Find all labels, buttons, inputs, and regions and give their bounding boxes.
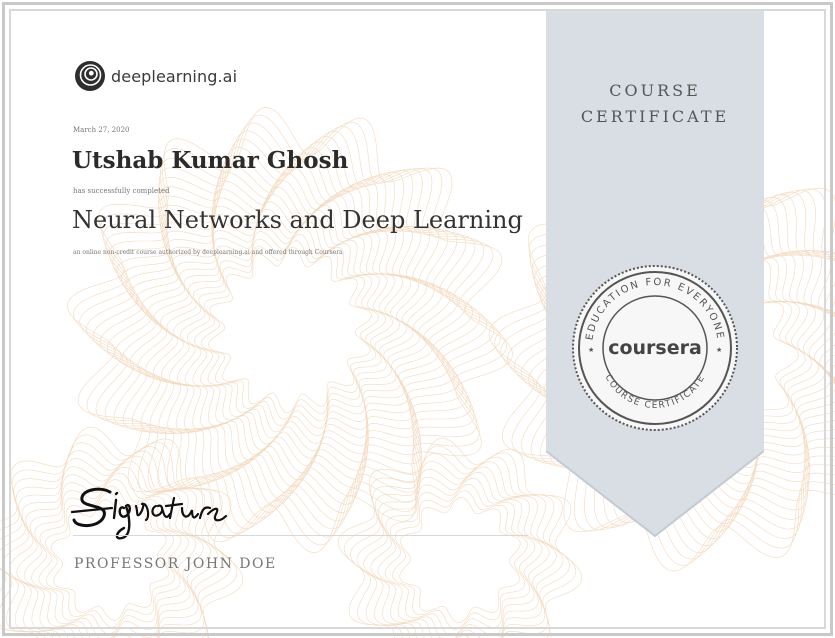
ribbon-line-certificate: CERTIFICATE xyxy=(580,107,730,126)
seal-brand: coursera xyxy=(608,337,702,359)
signature-line xyxy=(73,535,528,536)
seal-star-right: ★ xyxy=(716,346,723,354)
ribbon-line-course: COURSE xyxy=(609,81,701,100)
course-description: an online non-credit course authorized by deeplearning.ai and offered through Coursera xyxy=(73,249,343,256)
coursera-seal xyxy=(570,263,740,433)
course-name: Neural Networks and Deep Learning xyxy=(72,206,523,234)
seal-bottom-text: COURSE CERTIFICATE xyxy=(602,373,708,412)
completed-text: has successfully completed xyxy=(73,187,170,195)
deeplearning-logo-icon xyxy=(74,60,106,92)
ribbon-title xyxy=(546,78,764,130)
signer-name: PROFESSOR JOHN DOE xyxy=(74,556,277,572)
seal-star-left: ★ xyxy=(588,346,595,354)
logo-text: deeplearning.ai xyxy=(111,66,238,86)
seal-top-text: EDUCATION FOR EVERYONE xyxy=(584,276,726,342)
deeplearning-logo xyxy=(74,60,237,92)
issue-date: March 27, 2020 xyxy=(73,126,130,134)
recipient-name: Utshab Kumar Ghosh xyxy=(72,147,349,174)
signature-graphic xyxy=(70,478,300,548)
